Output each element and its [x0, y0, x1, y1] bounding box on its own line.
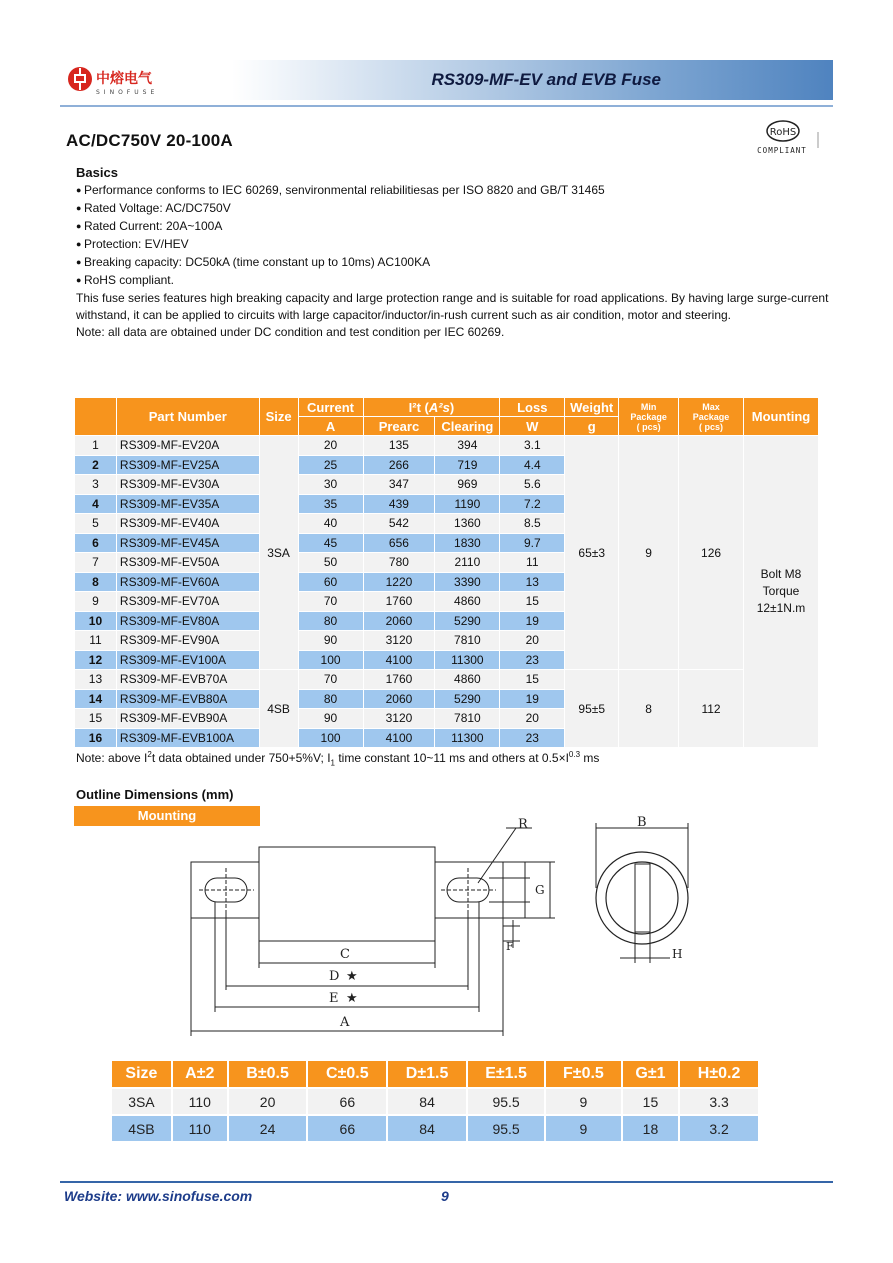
row-prearc: 266	[363, 455, 435, 475]
row-current: 90	[298, 709, 363, 729]
row-prearc: 656	[363, 533, 435, 553]
row-index: 15	[75, 709, 117, 729]
note-sub: 1	[330, 758, 335, 768]
label-h: H	[672, 947, 683, 961]
header-index	[75, 398, 117, 436]
page-number: 9	[441, 1188, 449, 1204]
mounting-line: Bolt M8	[760, 567, 802, 581]
dim-header: B±0.5	[228, 1060, 308, 1088]
row-current: 100	[298, 728, 363, 748]
label-c: C	[340, 947, 350, 962]
row-loss: 20	[500, 631, 565, 651]
row-part-number: RS309-MF-EV40A	[116, 514, 259, 534]
row-loss: 8.5	[500, 514, 565, 534]
weight-3sa: 65±3	[565, 436, 619, 670]
rohs-compliant-icon	[754, 120, 820, 156]
row-clearing: 5290	[435, 689, 500, 709]
dim-header: F±0.5	[545, 1060, 622, 1088]
row-clearing: 394	[435, 436, 500, 456]
basics-note: Note: all data are obtained under DC condition and test condition per IEC 60269.	[76, 325, 505, 339]
header-loss-unit: W	[500, 417, 565, 436]
header-weight: Weight	[565, 398, 619, 417]
min-package-4sb: 8	[619, 670, 679, 748]
row-part-number: RS309-MF-EV50A	[116, 553, 259, 573]
label-d: D	[329, 969, 340, 984]
basics-bullet: ● RoHS compliant.	[76, 272, 836, 290]
basics-bullet: ● Rated Current: 20A~100A	[76, 218, 836, 236]
header-current: Current	[298, 398, 363, 417]
row-clearing: 719	[435, 455, 500, 475]
size-4sb: 4SB	[259, 670, 298, 748]
row-index: 16	[75, 728, 117, 748]
row-clearing: 7810	[435, 709, 500, 729]
row-index: 9	[75, 592, 117, 612]
row-clearing: 4860	[435, 670, 500, 690]
row-clearing: 4860	[435, 592, 500, 612]
header-i2t	[363, 398, 500, 417]
row-prearc: 4100	[363, 650, 435, 670]
row-clearing: 1190	[435, 494, 500, 514]
row-part-number: RS309-MF-EVB70A	[116, 670, 259, 690]
row-clearing: 1360	[435, 514, 500, 534]
row-index: 13	[75, 670, 117, 690]
dim-cell: 66	[307, 1115, 387, 1142]
row-prearc: 347	[363, 475, 435, 495]
header-min-package	[619, 398, 679, 436]
star-icon: ★	[346, 969, 358, 984]
spec-table	[74, 397, 819, 748]
row-prearc: 1220	[363, 572, 435, 592]
row-part-number: RS309-MF-EV100A	[116, 650, 259, 670]
weight-4sb: 95±5	[565, 670, 619, 748]
label-f: F	[506, 940, 514, 953]
rohs-label-text: COMPLIANT	[757, 146, 807, 155]
row-loss: 7.2	[500, 494, 565, 514]
row-prearc: 2060	[363, 689, 435, 709]
row-clearing: 7810	[435, 631, 500, 651]
row-prearc: 780	[363, 553, 435, 573]
row-index: 5	[75, 514, 117, 534]
dim-cell: 84	[387, 1088, 467, 1115]
dim-cell: 9	[545, 1115, 622, 1142]
row-clearing: 11300	[435, 650, 500, 670]
row-prearc: 4100	[363, 728, 435, 748]
note-part: time constant 10~11 ms and others at 0.5×I	[335, 751, 569, 765]
label-e: E	[329, 991, 339, 1006]
row-index: 12	[75, 650, 117, 670]
dim-cell: 9	[545, 1088, 622, 1115]
header-max-package-line: Max	[702, 401, 720, 412]
header-part-number: Part Number	[116, 398, 259, 436]
dim-cell: 110	[172, 1115, 228, 1142]
dim-cell: 24	[228, 1115, 308, 1142]
outline-drawing	[180, 808, 710, 1040]
row-current: 70	[298, 592, 363, 612]
mounting-line: 12±1N.m	[756, 601, 806, 615]
row-index: 2	[75, 455, 117, 475]
row-clearing: 5290	[435, 611, 500, 631]
header-i2t-unit: A²s	[428, 399, 450, 415]
row-index: 1	[75, 436, 117, 456]
row-clearing: 11300	[435, 728, 500, 748]
row-index: 10	[75, 611, 117, 631]
row-prearc: 1760	[363, 592, 435, 612]
dim-cell: 4SB	[111, 1115, 172, 1142]
row-current: 45	[298, 533, 363, 553]
dim-cell: 66	[307, 1088, 387, 1115]
row-part-number: RS309-MF-EV90A	[116, 631, 259, 651]
dim-row	[111, 1115, 759, 1142]
row-prearc: 542	[363, 514, 435, 534]
row-loss: 9.7	[500, 533, 565, 553]
footer-website: Website: www.sinofuse.com	[64, 1188, 253, 1204]
footer-divider	[60, 1181, 833, 1183]
basics-paragraph: This fuse series features high breaking capacity and large protection range and is suitable for road applications. By having large surge-current withstand, it can be applied to circuits with large capacitor/inductor/in-rush current such as air condition, motor and steering.	[76, 291, 829, 322]
header-min-package-line: Min	[640, 401, 657, 412]
max-package-3sa: 126	[679, 436, 744, 670]
row-index: 6	[75, 533, 117, 553]
fuse-body	[259, 847, 435, 941]
star-icon: ★	[346, 991, 358, 1006]
mounting-tab: Mounting	[74, 806, 260, 826]
header-current-unit: A	[298, 417, 363, 436]
logo-en-text: SINOFUSE	[96, 89, 159, 96]
dim-cell: 15	[622, 1088, 679, 1115]
row-prearc: 1760	[363, 670, 435, 690]
label-g: G	[535, 883, 545, 897]
row-part-number: RS309-MF-EVB90A	[116, 709, 259, 729]
dim-cell: 20	[228, 1088, 308, 1115]
row-current: 20	[298, 436, 363, 456]
spec-title: AC/DC750V 20-100A	[66, 131, 233, 150]
row-loss: 4.4	[500, 455, 565, 475]
header-max-package	[679, 398, 744, 436]
dim-cell: 3SA	[111, 1088, 172, 1115]
table-note	[76, 750, 599, 767]
header-loss: Loss	[500, 398, 565, 417]
table-row	[75, 436, 819, 456]
row-current: 70	[298, 670, 363, 690]
row-part-number: RS309-MF-EV30A	[116, 475, 259, 495]
basics-bullet: ● Breaking capacity: DC50kA (time constant up to 10ms) AC100KA	[76, 254, 836, 272]
basics-section	[76, 164, 836, 341]
mounting-cell	[744, 436, 819, 748]
document-title: RS309-MF-EV and EVB Fuse	[431, 70, 661, 89]
row-current: 100	[298, 650, 363, 670]
label-r: R	[518, 817, 528, 832]
label-b: B	[637, 815, 647, 830]
table-row	[75, 670, 819, 690]
row-clearing: 969	[435, 475, 500, 495]
row-current: 30	[298, 475, 363, 495]
label-a: A	[340, 1015, 350, 1030]
row-part-number: RS309-MF-EVB80A	[116, 689, 259, 709]
dim-header: C±0.5	[307, 1060, 387, 1088]
row-prearc: 439	[363, 494, 435, 514]
row-part-number: RS309-MF-EV20A	[116, 436, 259, 456]
row-part-number: RS309-MF-EV35A	[116, 494, 259, 514]
mounting-line: Torque	[762, 584, 800, 598]
row-loss: 19	[500, 689, 565, 709]
row-current: 80	[298, 689, 363, 709]
rohs-badge-text: RoHS	[769, 127, 797, 138]
dim-header: G±1	[622, 1060, 679, 1088]
dim-cell: 95.5	[467, 1088, 545, 1115]
row-part-number: RS309-MF-EV70A	[116, 592, 259, 612]
dim-header: D±1.5	[387, 1060, 467, 1088]
max-package-4sb: 112	[679, 670, 744, 748]
dim-row	[111, 1088, 759, 1115]
note-part: Note: above I	[76, 751, 148, 765]
row-loss: 19	[500, 611, 565, 631]
header-weight-unit: g	[565, 417, 619, 436]
row-part-number: RS309-MF-EV25A	[116, 455, 259, 475]
row-prearc: 135	[363, 436, 435, 456]
row-loss: 11	[500, 553, 565, 573]
row-prearc: 2060	[363, 611, 435, 631]
row-clearing: 2110	[435, 553, 500, 573]
note-sup: 0.3	[568, 750, 581, 759]
row-current: 35	[298, 494, 363, 514]
row-current: 50	[298, 553, 363, 573]
header-prearc: Prearc	[363, 417, 435, 436]
header-size: Size	[259, 398, 298, 436]
header-i2t-suffix: )	[449, 399, 455, 415]
row-loss: 3.1	[500, 436, 565, 456]
dim-cell: 18	[622, 1115, 679, 1142]
row-loss: 20	[500, 709, 565, 729]
dim-header: A±2	[172, 1060, 228, 1088]
note-part: ms	[580, 751, 600, 765]
row-loss: 23	[500, 728, 565, 748]
min-package-3sa: 9	[619, 436, 679, 670]
dim-cell: 95.5	[467, 1115, 545, 1142]
header-min-package-line: ( pcs)	[636, 421, 661, 432]
row-clearing: 1830	[435, 533, 500, 553]
row-loss: 15	[500, 670, 565, 690]
row-index: 4	[75, 494, 117, 514]
header-mounting: Mounting	[744, 398, 819, 436]
company-logo	[66, 62, 176, 102]
note-sup: 2	[147, 750, 152, 759]
header-max-package-line: ( pcs)	[699, 421, 724, 432]
header-min-package-line: Package	[630, 411, 667, 422]
dimension-table	[110, 1059, 760, 1143]
row-loss: 13	[500, 572, 565, 592]
row-current: 40	[298, 514, 363, 534]
side-view-blade	[635, 864, 650, 932]
dim-header: E±1.5	[467, 1060, 545, 1088]
row-index: 14	[75, 689, 117, 709]
header-divider	[60, 105, 833, 107]
row-loss: 23	[500, 650, 565, 670]
row-current: 90	[298, 631, 363, 651]
dim-cell: 3.3	[679, 1088, 759, 1115]
row-part-number: RS309-MF-EV45A	[116, 533, 259, 553]
row-index: 11	[75, 631, 117, 651]
dim-header: H±0.2	[679, 1060, 759, 1088]
row-loss: 15	[500, 592, 565, 612]
row-prearc: 3120	[363, 631, 435, 651]
basics-bullet: ● Rated Voltage: AC/DC750V	[76, 200, 836, 218]
outline-title: Outline Dimensions (mm)	[76, 787, 234, 802]
dim-cell: 110	[172, 1088, 228, 1115]
note-part: t data obtained under 750+5%V; I	[151, 751, 331, 765]
row-part-number: RS309-MF-EVB100A	[116, 728, 259, 748]
row-index: 8	[75, 572, 117, 592]
header-clearing: Clearing	[435, 417, 500, 436]
basics-heading: Basics	[76, 165, 118, 180]
dim-header: Size	[111, 1060, 172, 1088]
row-part-number: RS309-MF-EV60A	[116, 572, 259, 592]
header-max-package-line: Package	[692, 411, 730, 422]
header-i2t-prefix: I²t (	[408, 399, 429, 415]
row-current: 60	[298, 572, 363, 592]
size-3sa: 3SA	[259, 436, 298, 670]
row-current: 80	[298, 611, 363, 631]
dim-cell: 3.2	[679, 1115, 759, 1142]
row-index: 7	[75, 553, 117, 573]
row-part-number: RS309-MF-EV80A	[116, 611, 259, 631]
row-prearc: 3120	[363, 709, 435, 729]
row-current: 25	[298, 455, 363, 475]
row-clearing: 3390	[435, 572, 500, 592]
basics-bullet: ● Performance conforms to IEC 60269, senvironmental reliabilitiesas per ISO 8820 and GB/T 31465	[76, 182, 836, 200]
row-loss: 5.6	[500, 475, 565, 495]
basics-bullet: ● Protection: EV/HEV	[76, 236, 836, 254]
logo-cn-text: 中熔电气	[96, 71, 152, 87]
row-index: 3	[75, 475, 117, 495]
dim-cell: 84	[387, 1115, 467, 1142]
